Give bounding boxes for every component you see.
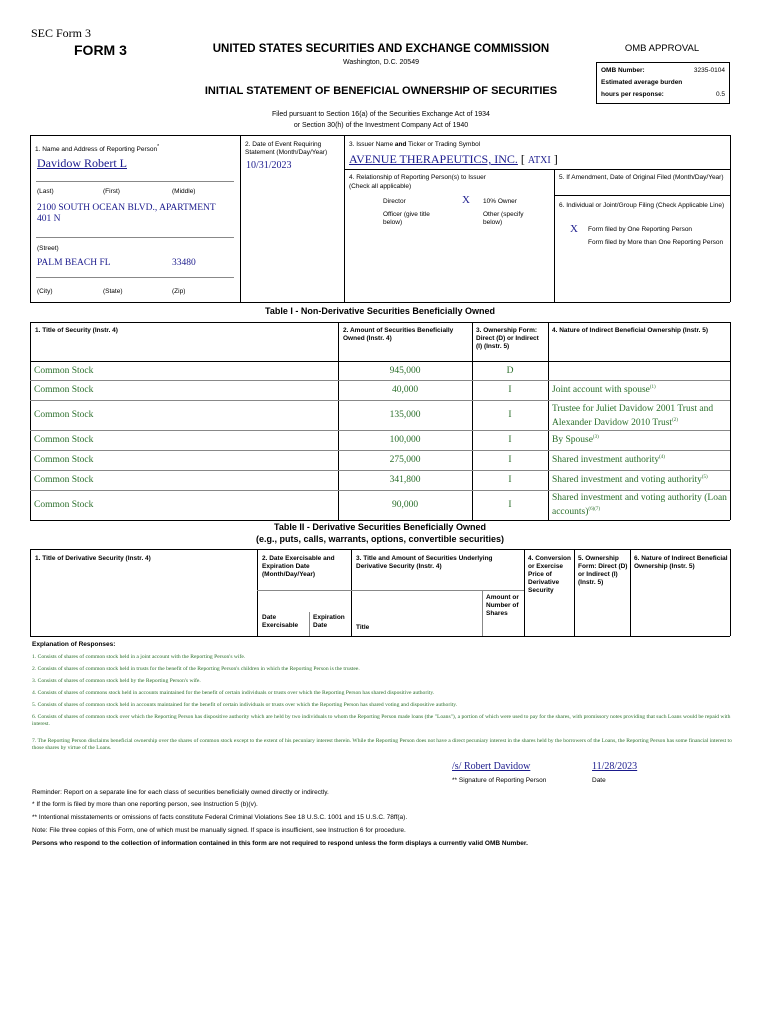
- omb-disclaimer: Persons who respond to the collection of information contained in this form are not required to respond unless the form displays a currently valid OMB Number.: [32, 840, 528, 847]
- explanation-title: Explanation of Responses:: [32, 641, 116, 648]
- omb-title: OMB APPROVAL: [624, 43, 700, 54]
- table1-row-amount: 341,800: [389, 475, 421, 485]
- table1-col-amount: 2. Amount of Securities Beneficially Owned (Instr. 4): [343, 327, 454, 342]
- explanation-item: 7. The Reporting Person disclaims beneficial ownership over the shares of common stock except to the extent of his pecuniary interest therein. While the Reporting Person does not have a direct pecuniary interest in the shares held by the borrowers of the Loans, the Reporting Person has some financial interest to those shares by virtue of the Loans.: [32, 738, 732, 751]
- box6-label: 6. Individual or Joint/Group Filing (Check Applicable Line): [559, 202, 725, 209]
- table1-col-title: 1. Title of Security (Instr. 4): [35, 327, 118, 334]
- table2-col-date: 2. Date Exercisable and Expiration Date (Month/Day/Year): [262, 555, 335, 578]
- explanation-item: 3. Consists of shares of common stock held by the Reporting Person's wife.: [32, 678, 201, 684]
- signature-name: /s/ Robert Davidow: [452, 761, 531, 772]
- filed-line-2: or Section 30(h) of the Investment Company Act of 1940: [293, 122, 469, 129]
- issuer-name-link[interactable]: AVENUE THERAPEUTICS, INC.: [349, 152, 518, 166]
- street-label: (Street): [37, 245, 59, 252]
- table1-row-nature: Shared investment and voting authority (Loan accounts)$^{(6)(7)}$: [552, 493, 727, 518]
- reporting-person-name[interactable]: Davidow Robert L: [37, 156, 127, 170]
- table1-row-form: I: [508, 385, 512, 395]
- zip-value: 33480: [172, 258, 196, 268]
- signature-date: 11/28/2023: [592, 761, 638, 772]
- table1-row-form: I: [508, 475, 512, 485]
- sec-form-label: SEC Form 3: [31, 26, 92, 40]
- table1-row-nature: By Spouse$^{(3)}$: [552, 435, 599, 446]
- table1-row-nature: Shared investment authority$^{(4)}$: [552, 455, 665, 466]
- table2-col-date-exercisable: Date Exercisable: [262, 614, 299, 629]
- omb-box: [596, 62, 730, 104]
- table1-row-nature: Joint account with spouse$^{(1)}$: [552, 385, 656, 396]
- form-name: FORM 3: [74, 42, 127, 58]
- table1-row-title: Common Stock: [34, 385, 94, 395]
- officer-label: Officer (give title below): [383, 211, 430, 226]
- table1-col-nature: 4. Nature of Indirect Beneficial Ownership (Instr. 5): [552, 327, 709, 334]
- street-line-2: 401 N: [37, 214, 61, 224]
- issuer-line: AVENUE THERAPEUTICS, INC. [ ATXI ]: [349, 152, 558, 166]
- explanation-item: 4. Consists of shares of commons stock held in accounts maintained for the benefit of certain individuals or trusts over which the Reporting Person has shared dispositive authority.: [32, 690, 435, 696]
- table1-row-amount: 90,000: [391, 500, 419, 510]
- table1-row-title: Common Stock: [34, 475, 94, 485]
- table2-col-title: 1. Title of Derivative Security (Instr. 4): [35, 555, 151, 562]
- table1-row-amount: 275,000: [389, 455, 421, 465]
- table2-subtitle: (e.g., puts, calls, warrants, options, convertible securities): [255, 534, 505, 544]
- ten-percent-owner-label: 10% Owner: [483, 198, 517, 205]
- filing-option-multiple: Form filed by More than One Reporting Person: [588, 239, 724, 246]
- street-line-1: 2100 SOUTH OCEAN BLVD., APARTMENT: [37, 203, 216, 213]
- table1-row-title: Common Stock: [34, 410, 94, 420]
- state-label: (State): [103, 288, 123, 295]
- burden-value: 0.5: [715, 91, 725, 98]
- table1-row-form: I: [508, 410, 512, 420]
- table1-row-title: Common Stock: [34, 500, 94, 510]
- table1-row-nature: Shared investment and voting authority$^{(5)}$: [552, 475, 708, 486]
- table1-row-title: Common Stock: [34, 455, 94, 465]
- box4-label: 4. Relationship of Reporting Person(s) to Issuer: [349, 174, 486, 181]
- burden-label-1: Estimated average burden: [601, 79, 683, 86]
- explanation-item: 1. Consists of shares of common stock held in a joint account with the Reporting Person's wife.: [32, 654, 246, 660]
- agency-location: Washington, D.C. 20549: [342, 59, 419, 66]
- table1-row-form: I: [508, 500, 512, 510]
- table2-col-underlying: 3. Title and Amount of Securities Underlying Derivative Security (Instr. 4): [356, 555, 493, 570]
- explanation-item: 2. Consists of shares of common stock held in trusts for the benefit of the Reporting Person's children in which the Reporting Person is the trustee.: [32, 666, 360, 672]
- table1-title: Table I - Non-Derivative Securities Beneficially Owned: [265, 306, 495, 316]
- box5-label: 5. If Amendment, Date of Original Filed (Month/Day/Year): [559, 174, 724, 181]
- one-person-checkmark: X: [570, 223, 578, 235]
- filed-line-1: Filed pursuant to Section 16(a) of the Securities Exchange Act of 1934: [272, 111, 490, 118]
- reminder-note: Reminder: Report on a separate line for each class of securities beneficially owned directly or indirectly.: [32, 789, 329, 796]
- box2-label: 2. Date of Event Requiring Statement (Month/Day/Year): [245, 141, 328, 156]
- table2-col-conversion: 4. Conversion or Exercise Price of Derivative Security: [528, 555, 571, 594]
- table1-row-amount: 100,000: [389, 435, 421, 445]
- director-label: Director: [383, 198, 406, 205]
- table1-row-amount: 945,000: [389, 366, 421, 376]
- other-label: Other (specify below): [483, 211, 524, 226]
- director-checkmark: X: [462, 194, 470, 206]
- table1-row-form: I: [508, 455, 512, 465]
- filing-option-one: Form filed by One Reporting Person: [588, 226, 693, 233]
- table2-col-underlying-title: Title: [356, 624, 370, 631]
- last-label: (Last): [37, 188, 54, 195]
- ticker-symbol: ATXI: [527, 155, 551, 166]
- explanation-item: 5. Consists of shares of common stock held in accounts maintained for the benefit of certain individuals or trusts over which the Reporting Person has shared voting and dispositive authority.: [32, 702, 458, 708]
- zip-label: (Zip): [172, 288, 186, 295]
- agency-title: UNITED STATES SECURITIES AND EXCHANGE COMMISSION: [212, 43, 550, 55]
- table1-col-ownership-form: 3. Ownership Form: Direct (D) or Indirect (I) (Instr. 5): [476, 327, 539, 350]
- box4-sublabel: (Check all applicable): [349, 183, 412, 190]
- table1-row-title: Common Stock: [34, 435, 94, 445]
- table2-col-nature: 6. Nature of Indirect Beneficial Ownership (Instr. 5): [634, 555, 728, 570]
- table2-col-amount-shares: Amount or Number of Shares: [486, 594, 519, 617]
- table1-row-amount: 135,000: [389, 410, 421, 420]
- box3-label: 3. Issuer Name and Ticker or Trading Symbol: [349, 141, 481, 148]
- first-label: (First): [103, 188, 120, 195]
- table2-col-ownership: 5. Ownership Form: Direct (D) or Indirect (I) (Instr. 5): [578, 555, 628, 586]
- table2-col-expiration: Expiration Date: [313, 614, 345, 629]
- box1-label: 1. Name and Address of Reporting Person*: [35, 144, 160, 154]
- burden-label-2: hours per response:: [601, 91, 664, 98]
- omb-number-value: 3235-0104: [693, 67, 725, 74]
- table1-row-form: D: [506, 366, 514, 376]
- city-label: (City): [37, 288, 53, 295]
- explanation-item: 6. Consists of shares of common stock over which the Reporting Person has dispositive authority which are held by two individuals to whom the Reporting Person made loans (the "Loans"), a portion of which were used to pay for the shares, with promissory notes providing that such Loans would be repaid with interest.: [32, 714, 731, 727]
- middle-label: (Middle): [172, 188, 196, 195]
- event-date: 10/31/2023: [246, 160, 292, 171]
- statement-title: INITIAL STATEMENT OF BENEFICIAL OWNERSHIP OF SECURITIES: [204, 85, 558, 97]
- table2-title: Table II - Derivative Securities Beneficially Owned: [274, 522, 486, 532]
- city-value: PALM BEACH FL: [37, 258, 111, 268]
- table1-row-nature: Trustee for Juliet Davidow 2001 Trust and Alexander Davidow 2010 Trust$^{(2)}$: [552, 404, 714, 429]
- omb-number-label: OMB Number:: [601, 67, 645, 74]
- table1-row-amount: 40,000: [391, 385, 419, 395]
- footnote-copies: Note: File three copies of this Form, one of which must be manually signed. If space is insufficient, see Instruction 6 for procedure.: [32, 827, 406, 834]
- table1-row-title: Common Stock: [34, 366, 94, 376]
- table1-row-form: I: [508, 435, 512, 445]
- date-label: Date: [592, 777, 606, 784]
- footnote-misstatements: ** Intentional misstatements or omissions of facts constitute Federal Criminal Violations See 18 U.S.C. 1001 and 15 U.S.C. 78ff(a).: [32, 814, 408, 821]
- footnote-multiple-filers: * If the form is filed by more than one reporting person, see Instruction 5 (b)(v).: [32, 801, 258, 808]
- signature-label: ** Signature of Reporting Person: [452, 777, 547, 784]
